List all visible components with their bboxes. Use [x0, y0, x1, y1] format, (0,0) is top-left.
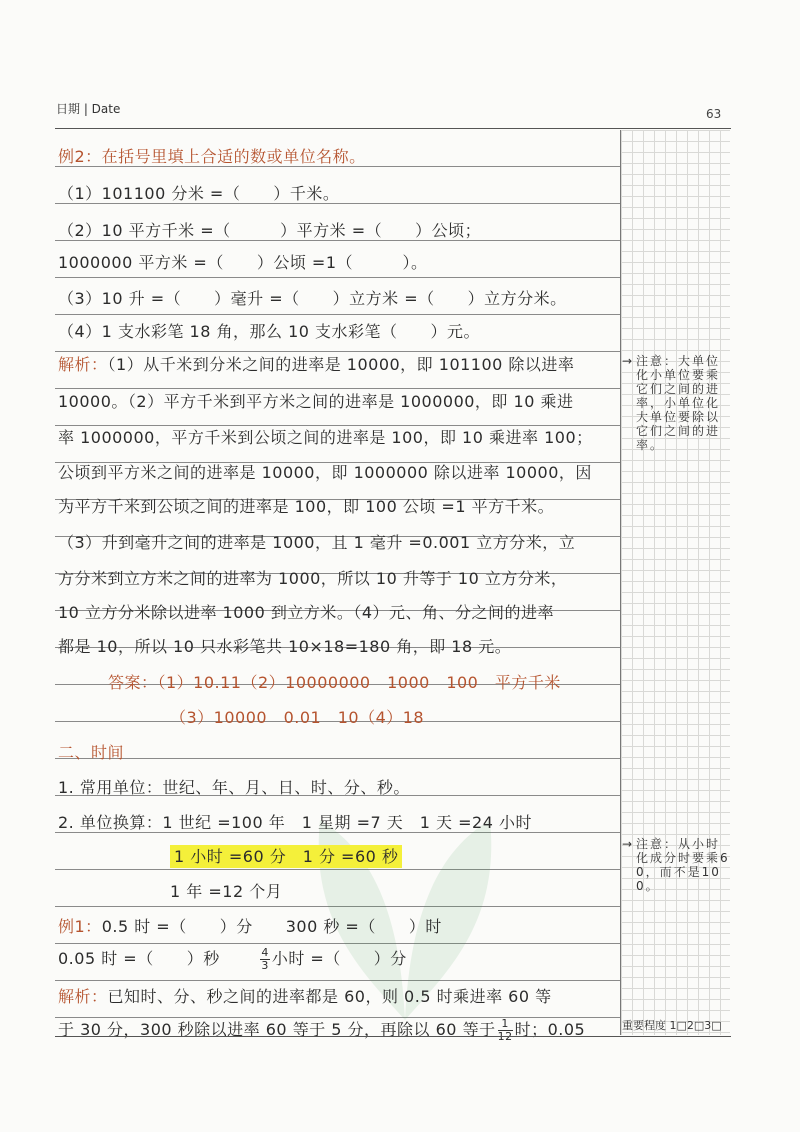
example-1-text: 0.5 时 =（ ）分 300 秒 =（ ）时 — [101, 917, 442, 936]
fraction-4-3 — [260, 947, 270, 972]
analysis-label: 解析： — [58, 355, 108, 374]
page-number: 63 — [706, 107, 722, 121]
highlight-mark: 1 小时 =60 分 1 分 =60 秒 — [170, 845, 402, 868]
side-note-1 — [620, 354, 730, 514]
fraction-1-12 — [498, 1018, 513, 1043]
year-conversion: 1 年 =12 个月 — [170, 882, 283, 901]
side-note-1-text: 注意：大单位化小单位要乘它们之间的进率，小单位化大单位要除以它们之间的进率。 — [636, 354, 721, 452]
analysis-line-1 — [58, 352, 618, 375]
analysis-line-6: （3）升到毫升之间的进率是 1000，且 1 毫升 =0.001 立方分米，立 — [58, 533, 576, 552]
analysis2-text-c: 时；0.05 — [514, 1020, 586, 1039]
side-note-2-text: 注意：从小时化成分时要乘60，而不是100。 — [636, 837, 730, 893]
q1: （1）101100 分米 =（ ）千米。 — [58, 184, 340, 203]
arrow-right-icon: → — [622, 354, 635, 368]
rule-line — [55, 980, 620, 981]
section-time-heading: 二、时间 — [58, 743, 125, 762]
header-rule — [55, 128, 731, 129]
rule-line — [55, 277, 620, 278]
frac-denominator: 3 — [261, 959, 269, 972]
analysis2-line-1 — [58, 984, 618, 1007]
q2a: （2）10 平方千米 =（ ）平方米 =（ ）公顷； — [58, 221, 482, 240]
frac-denominator: 12 — [497, 1030, 513, 1043]
analysis2-text-b: 于 30 分，300 秒除以进率 60 等于 5 分，再除以 60 等于 — [58, 1020, 496, 1039]
example-1-label: 例1： — [58, 917, 102, 936]
analysis2-text: 已知时、分、秒之间的进率都是 60，则 0.5 时乘进率 60 等 — [107, 987, 552, 1006]
side-note-2 — [620, 837, 730, 893]
ex1-q3: 0.05 时 =（ ）秒 — [58, 949, 220, 968]
answer-line-2: （3）10000 0.01 10（4）18 — [170, 708, 425, 727]
example-2-title: 例2：在括号里填上合适的数或单位名称。 — [58, 147, 366, 166]
analysis-line-3: 率 1000000，平方千米到公顷之间的进率是 100，即 10 乘进率 100； — [58, 428, 593, 447]
analysis-line-7: 方分米到立方米之间的进率为 1000，所以 10 升等于 10 立方分米， — [58, 569, 568, 588]
footer-rule — [55, 1036, 731, 1037]
unit-conversion: 2. 单位换算：1 世纪 =100 年 1 星期 =7 天 1 天 =24 小时 — [58, 813, 532, 832]
rule-line — [55, 906, 620, 907]
example-1-line-2 — [58, 946, 618, 972]
rule-line — [55, 943, 620, 944]
common-units: 1. 常用单位：世纪、年、月、日、时、分、秒。 — [58, 778, 410, 797]
rule-line — [55, 314, 620, 315]
answer-line-1: 答案：（1）10.11（2）10000000 1000 100 平方千米 — [108, 673, 561, 692]
analysis-line-9: 都是 10，所以 10 只水彩笔共 10×18=180 角，即 18 元。 — [58, 637, 512, 656]
analysis-line-4: 公顷到平方米之间的进率是 10000，即 1000000 除以进率 10000，因 — [58, 463, 592, 482]
frac-numerator: 1 — [498, 1018, 513, 1031]
date-label: 日期 | Date — [56, 102, 121, 116]
importance-rating: 重要程度 1□2□3□ — [622, 1019, 722, 1032]
analysis2-label: 解析： — [58, 987, 108, 1006]
q2b: 1000000 平方米 =（ ）公顷 =1（ ）。 — [58, 253, 428, 272]
analysis2-line-2 — [58, 1017, 618, 1043]
analysis-line-8: 10 立方分米除以进率 1000 到立方米。（4）元、角、分之间的进率 — [58, 603, 555, 622]
q4: （4）1 支水彩笔 18 角，那么 10 支水彩笔（ ）元。 — [58, 322, 481, 341]
rule-line — [55, 869, 620, 870]
example-1-line-1 — [58, 914, 618, 937]
arrow-right-icon: → — [622, 837, 635, 851]
analysis-text: （1）从千米到分米之间的进率是 10000，即 101100 除以进率 — [107, 355, 575, 374]
analysis-line-2: 10000。（2）平方千米到平方米之间的进率是 1000000，即 10 乘进 — [58, 392, 574, 411]
q3: （3）10 升 =（ ）毫升 =（ ）立方米 =（ ）立方分米。 — [58, 289, 567, 308]
ex1-q4: 小时 =（ ）分 — [271, 949, 407, 968]
analysis-line-5: 为平方千米到公顷之间的进率是 100，即 100 公顷 =1 平方千米。 — [58, 497, 555, 516]
frac-numerator: 4 — [261, 946, 269, 959]
